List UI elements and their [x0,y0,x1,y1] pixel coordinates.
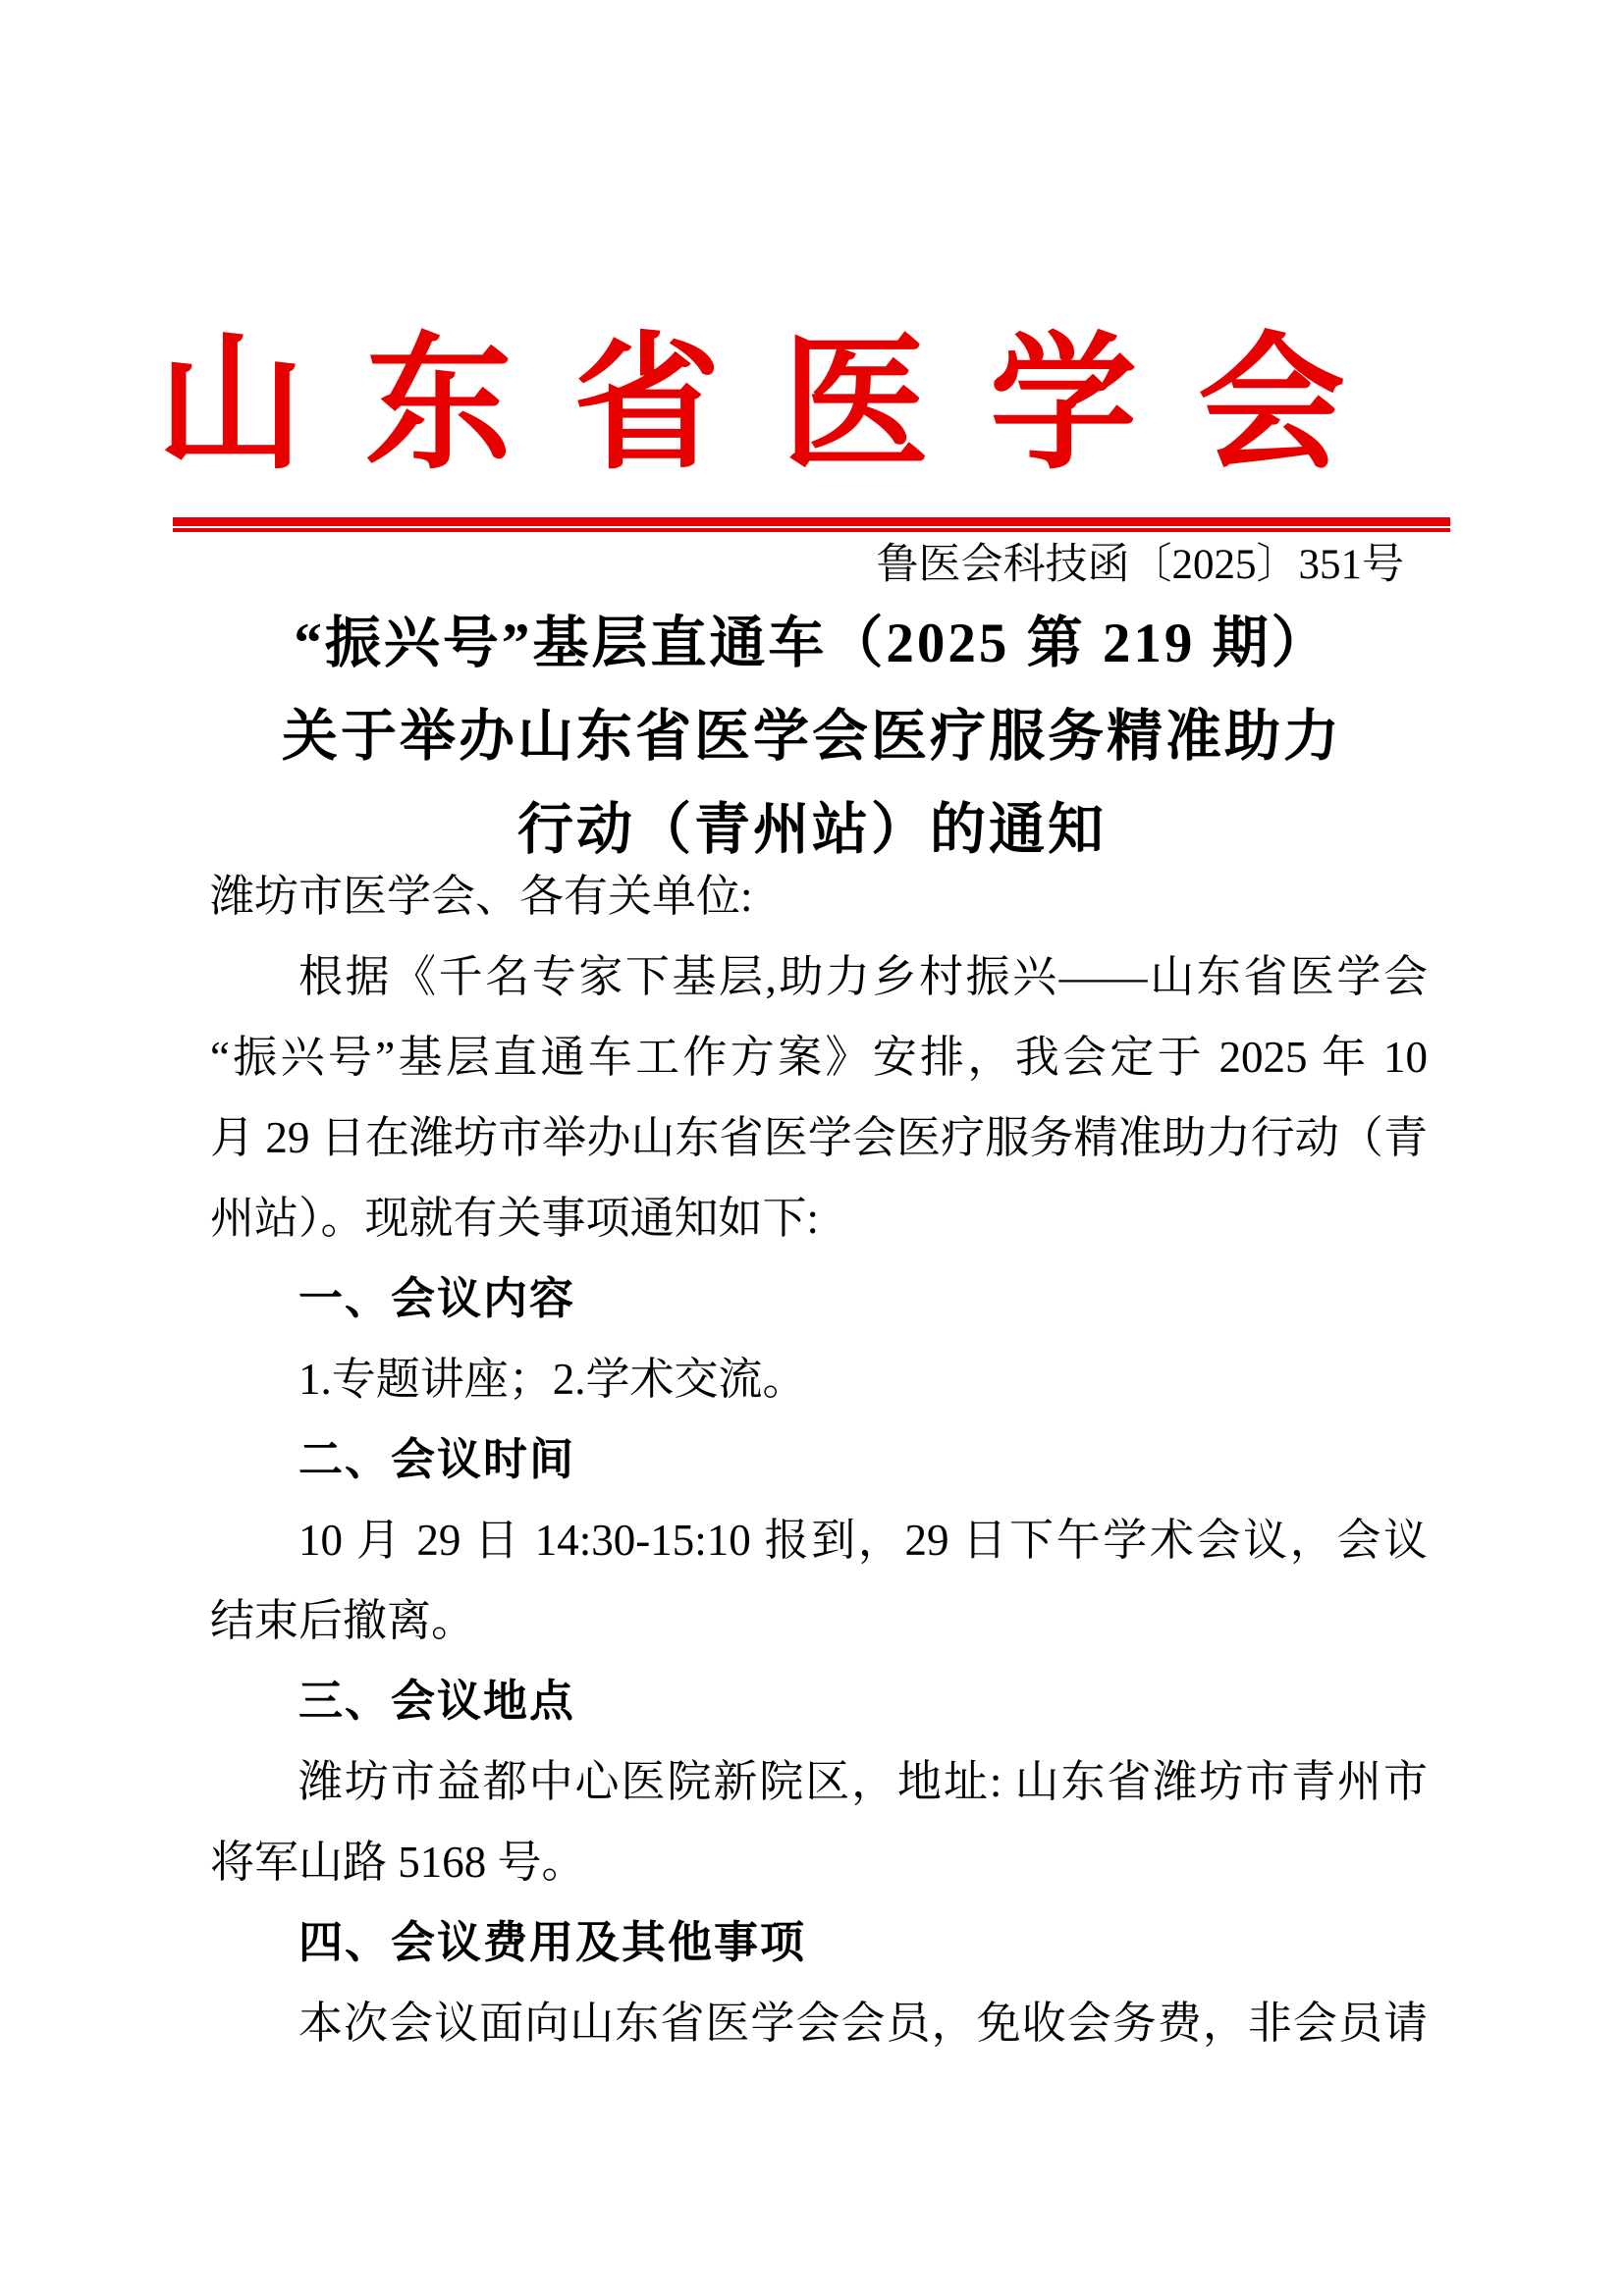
paragraph1-line-1: 根据《千名专家下基层,助力乡村振兴——山东省医学会 [298,952,1428,1001]
notice-title-line-3: 行动（青州站）的通知 [517,799,1107,861]
section3-line-2: 将军山路 5168 号。 [210,1838,586,1887]
divider-thick-line [173,517,1450,526]
section1-heading: 一、会议内容 [298,1273,576,1323]
letterhead-divider [173,517,1450,532]
notice-title-line-1: “振兴号”基层直通车（2025 第 219 期） [294,613,1330,674]
notice-body [210,856,1428,2063]
section3-line-1: 潍坊市益都中心医院新院区，地址: 山东省潍坊市青州市 [298,1757,1428,1806]
letterhead-title: 山东省医学会 [156,324,1406,487]
paragraph1-line-2: “振兴号”基层直通车工作方案》安排，我会定于 2025 年 10 [210,1033,1428,1082]
section2-line-2: 结束后撤离。 [210,1596,476,1645]
section4-heading: 四、会议费用及其他事项 [298,1917,807,1967]
document-number: 鲁医会科技函〔2025〕351号 [876,542,1404,588]
notice-title-line-2: 关于举办山东省医学会医疗服务精准助力 [282,706,1342,768]
section1-line-1: 1.专题讲座；2.学术交流。 [298,1355,807,1404]
section2-line-1: 10 月 29 日 14:30-15:10 报到，29 日下午学术会议，会议 [298,1516,1428,1565]
paragraph1-line-3: 月 29 日在潍坊市举办山东省医学会医疗服务精准助力行动（青 [210,1113,1428,1162]
divider-thin-line [173,528,1450,532]
notice-title [105,597,1519,877]
section3-heading: 三、会议地点 [298,1676,576,1726]
paragraph1-line-4: 州站）。现就有关事项通知如下: [210,1194,820,1243]
section2-heading: 二、会议时间 [298,1434,576,1484]
section4-line-1: 本次会议面向山东省医学会会员，免收会务费，非会员请 [298,1999,1428,2048]
salutation-line: 潍坊市医学会、各有关单位: [210,872,753,921]
